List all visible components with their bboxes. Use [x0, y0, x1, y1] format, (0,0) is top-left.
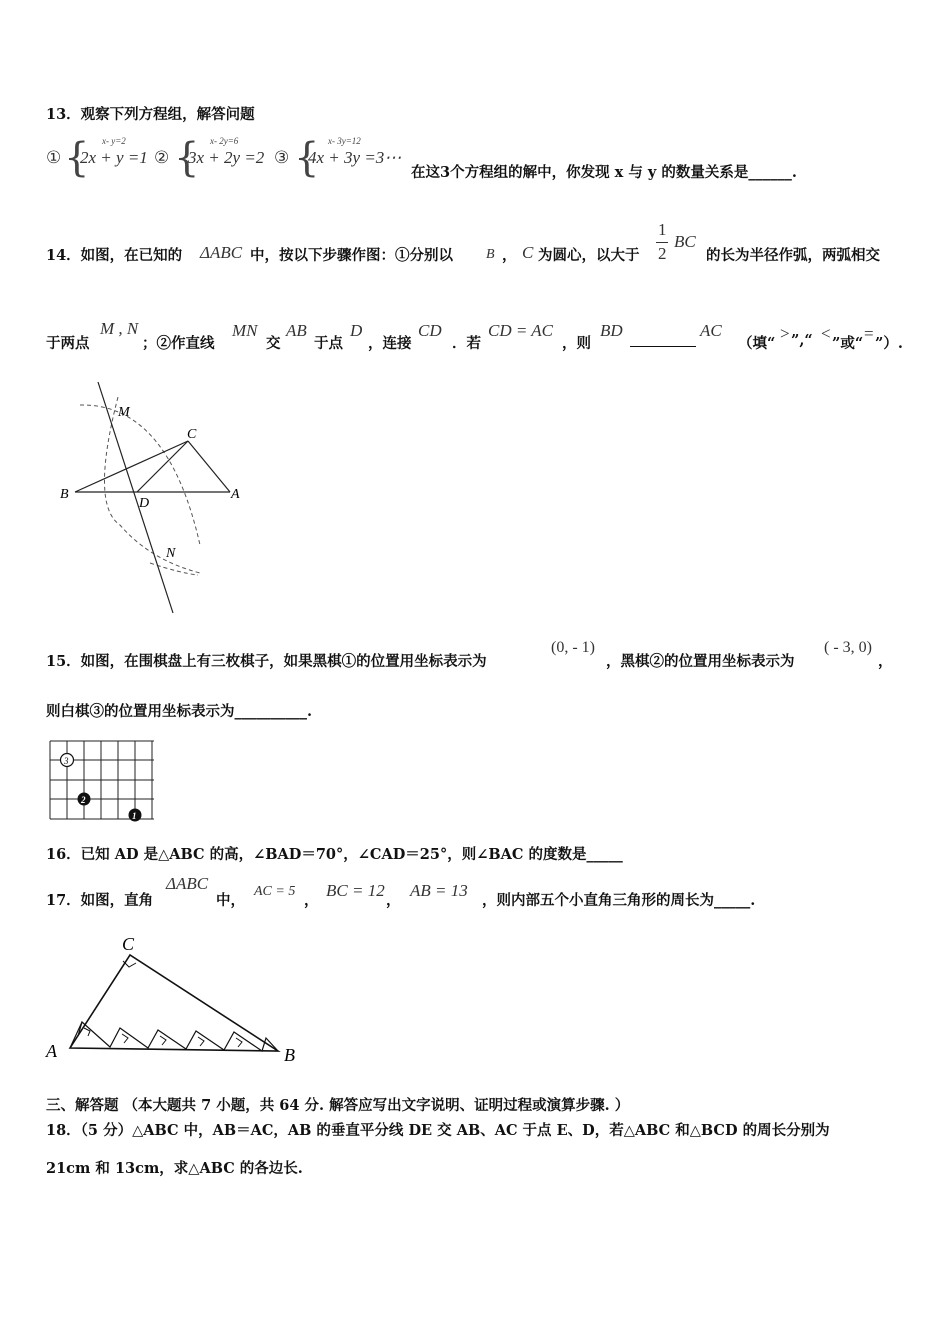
black-stone-1-label: 1 — [132, 811, 137, 821]
q14-mn-points: M , N — [100, 319, 139, 338]
q16-question: 16．已知 AD 是△ABC 的高，∠BAD＝70°，∠CAD＝25°，则∠BAC 的度数是_____ — [46, 846, 623, 863]
q14-l2-c: 交 — [266, 335, 281, 352]
q17-text-c: ，则内部五个小直角三角形的周长为_____. — [482, 892, 756, 909]
eq3-top: x- 3y=12 — [328, 136, 361, 146]
q13-equation-systems — [46, 136, 466, 186]
label-a: A — [46, 1041, 57, 1061]
q13-question: 在这3个方程组的解中，你发现 x 与 y 的数量关系是______. — [411, 164, 797, 181]
segment-cd — [137, 441, 188, 492]
board-grid — [50, 741, 154, 819]
outer-triangle — [70, 955, 278, 1051]
q14-line1 — [46, 220, 926, 280]
q14-gt: > — [780, 324, 790, 343]
q17-text-a: 17．如图，直角 — [46, 892, 154, 909]
q14-text-b: 中，按以下步骤作图：①分别以 — [250, 247, 453, 264]
label-c: C — [187, 427, 197, 442]
label-d: D — [139, 496, 150, 511]
q15-line1 — [46, 636, 926, 676]
q18-line1: 18．（5 分）△ABC 中，AB＝AC，AB 的垂直平分线 DE 交 AB、AC 于点 E、D，若△ABC 和△BCD 的周长分别为 — [46, 1122, 830, 1139]
q14-cd: CD — [418, 321, 442, 340]
circle-2: ② — [154, 148, 170, 167]
label-m: M — [118, 405, 130, 420]
q18-line2: 21cm 和 13cm，求△ABC 的各边长. — [46, 1160, 303, 1177]
q17-comma2: ， — [386, 892, 401, 909]
q17-ac: AC = 5 — [254, 884, 296, 899]
arc-from-b — [80, 405, 200, 545]
q14-ac: AC — [700, 321, 722, 340]
q17-comma1: ， — [304, 892, 319, 909]
q14-lt: < — [821, 324, 831, 343]
eq3-bottom: 4x + 3y =3⋯ — [308, 148, 402, 167]
q14-l2-f: ．若 — [452, 335, 481, 352]
q15-line2: 则白棋③的位置用坐标表示为__________. — [46, 703, 313, 720]
q14-text-d: 的长为半径作弧，两弧相交 — [706, 247, 880, 264]
q14-l2-i: ”,“ — [791, 332, 813, 349]
eq2-bottom: 3x + 2y =2 — [188, 148, 265, 167]
inner-staircase — [70, 1022, 278, 1051]
fraction-bar — [656, 242, 668, 243]
circle-3: ③ — [274, 148, 290, 167]
eq1-bottom: 2x + y =1 — [80, 148, 148, 167]
q14-cd-eq-ac: CD = AC — [488, 321, 554, 340]
eq1-top: x- y=2 — [102, 136, 126, 146]
q15-text-b: ，黑棋②的位置用坐标表示为 — [606, 653, 795, 670]
q17-triangle-figure — [44, 930, 314, 1070]
q14-point-c: C — [522, 243, 534, 262]
segment-ca — [188, 441, 230, 492]
q14-eq: = — [864, 324, 874, 343]
q14-l2-e: ，连接 — [368, 335, 412, 352]
left-brace-3: { — [294, 135, 320, 181]
q14-point-b: B — [486, 247, 495, 262]
q15-coord-black2: ( - 3, 0) — [824, 639, 872, 656]
label-b: B — [60, 487, 69, 502]
q13-header: 13．观察下列方程组，解答问题 — [46, 106, 255, 123]
q14-comma: ， — [502, 247, 517, 264]
q14-triangle-abc: ΔABC — [200, 243, 243, 262]
q14-ab: AB — [286, 321, 307, 340]
white-stone-label: 3 — [64, 756, 69, 766]
q14-l2-k: ”）. — [875, 335, 903, 352]
q15-text-c: ， — [878, 653, 893, 670]
q14-point-d: D — [350, 321, 363, 340]
q17-triangle: ΔABC — [166, 874, 209, 893]
q14-l2-h: （填“ — [738, 335, 776, 352]
q14-l2-j: ”或“ — [832, 335, 864, 352]
fraction-numerator: 1 — [658, 220, 667, 239]
q14-l2-g: ，则 — [562, 335, 591, 352]
q14-bc: BC — [674, 232, 696, 251]
label-a: A — [231, 487, 240, 502]
q14-bd: BD — [600, 321, 623, 340]
label-c: C — [122, 934, 135, 954]
q15-go-board — [46, 737, 158, 823]
q14-l2-b: ；②作直线 — [142, 335, 215, 352]
q15-text-a: 15．如图，在围棋盘上有三枚棋子，如果黑棋①的位置用坐标表示为 — [46, 653, 487, 670]
line-mn — [98, 382, 173, 613]
q17-ab: AB = 13 — [410, 881, 468, 900]
label-b: B — [284, 1045, 295, 1065]
q15-coord-black1: (0, - 1) — [551, 639, 595, 656]
black-stone-2-label: 2 — [81, 795, 86, 805]
q14-text-a: 14．如图，在已知的 — [46, 247, 183, 264]
q14-answer-blank[interactable] — [630, 332, 696, 347]
fraction-denominator: 2 — [658, 244, 667, 263]
left-brace-2: { — [174, 135, 200, 181]
q17-text-b: 中， — [216, 892, 245, 909]
arc-from-c — [104, 397, 200, 573]
q14-construction-figure — [50, 375, 260, 620]
eq2-top: x- 2y=6 — [210, 136, 239, 146]
q14-text-c: 为圆心，以大于 — [538, 247, 640, 264]
q17-line — [46, 872, 926, 912]
label-n: N — [166, 546, 176, 561]
q14-l2-d: 于点 — [314, 335, 343, 352]
section-3-header: 三、解答题 （本大题共 7 小题，共 64 分. 解答应写出文字说明、证明过程或演算步骤. ） — [46, 1097, 630, 1114]
q17-bc: BC = 12 — [326, 881, 385, 900]
q14-line-mn: MN — [232, 321, 258, 340]
q14-l2-a: 于两点 — [46, 335, 90, 352]
q14-line2 — [46, 318, 926, 358]
left-brace-1: { — [64, 135, 90, 181]
circle-1: ① — [46, 148, 62, 167]
